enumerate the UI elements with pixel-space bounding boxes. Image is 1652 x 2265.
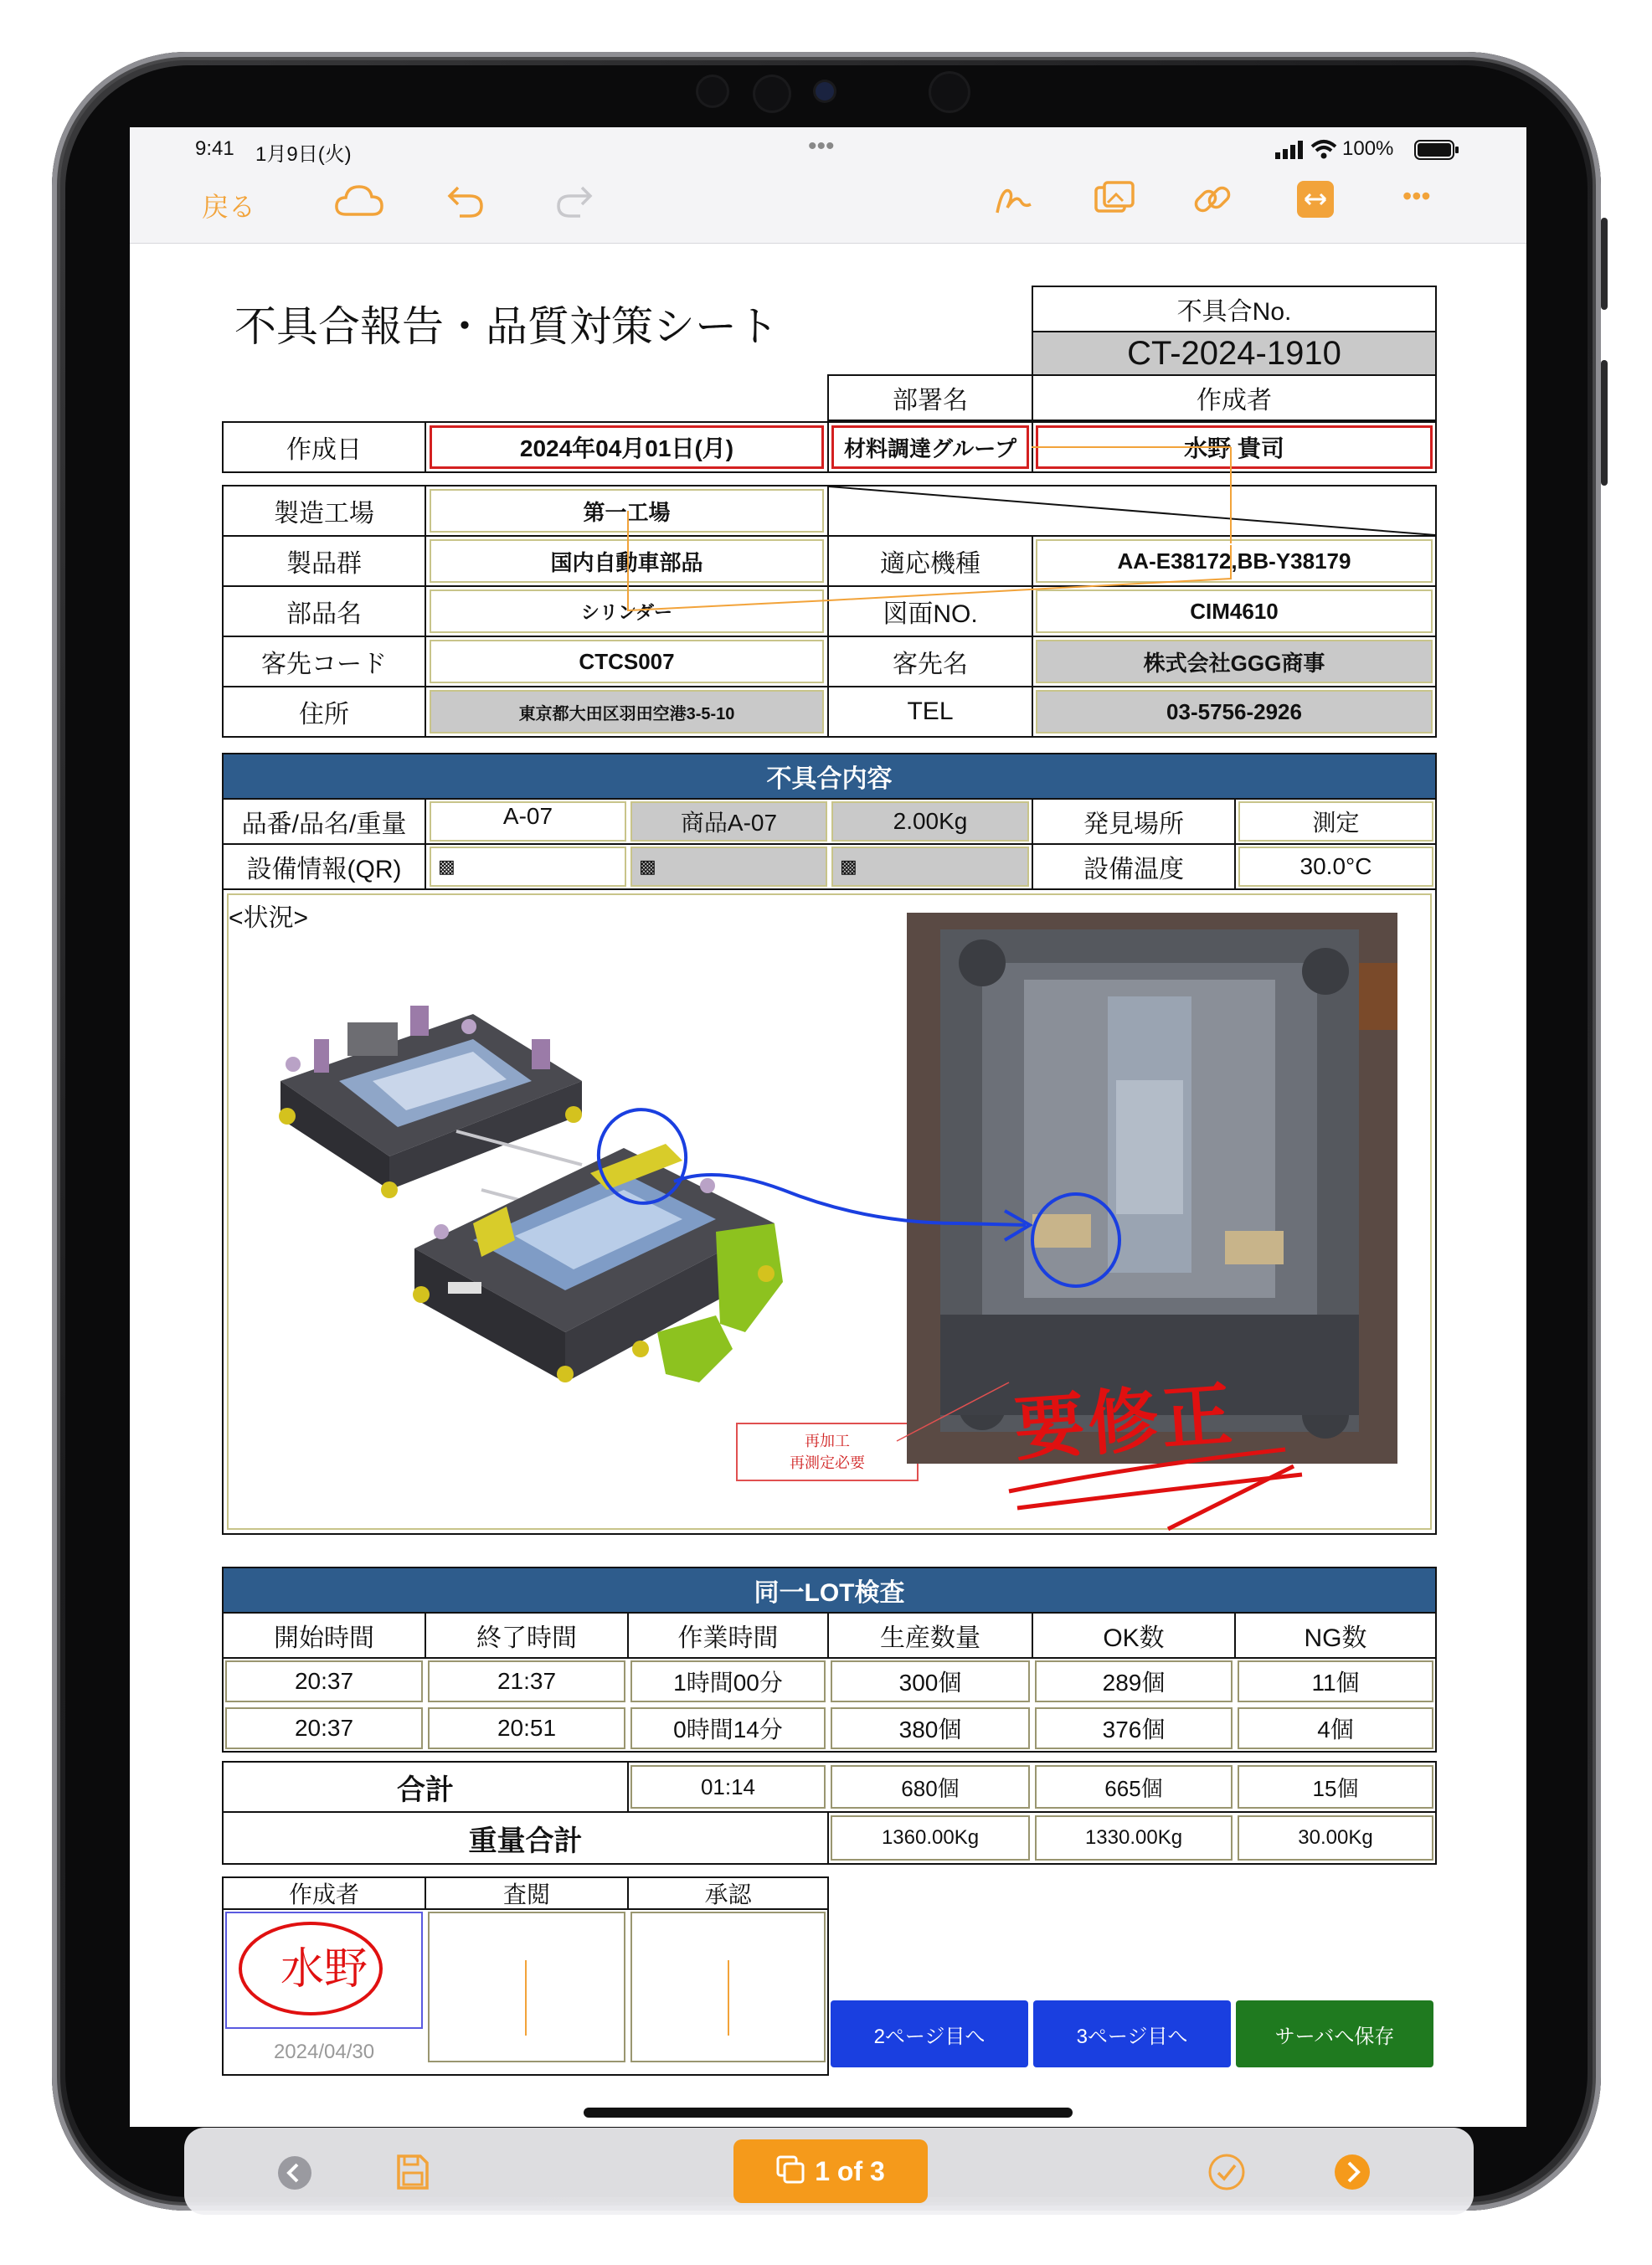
page2-button[interactable]: 2ページ目へ <box>831 2000 1028 2067</box>
address-value-field[interactable]: 東京都大田区羽田空港3-5-10 <box>430 690 824 734</box>
pages-icon <box>776 2155 805 2188</box>
approval-author-label: 作成者 <box>222 1876 426 1910</box>
sensor-left <box>698 77 727 106</box>
model-value-field[interactable]: AA-E38172,BB-Y38179 <box>1036 539 1433 583</box>
lot-col-start: 開始時間 <box>222 1612 426 1659</box>
weight-ok: 1330.00Kg <box>1035 1815 1233 1861</box>
total-ok: 665個 <box>1035 1765 1233 1809</box>
form-title: 不具合報告・品質対策シート <box>234 303 779 350</box>
lot-r2-ng[interactable]: 4個 <box>1238 1707 1433 1749</box>
weight-ng: 30.00Kg <box>1238 1815 1433 1861</box>
lot-r2-end[interactable]: 20:51 <box>428 1707 625 1749</box>
total-label: 合計 <box>222 1761 629 1813</box>
item-name-field[interactable]: 商品A-07 <box>630 801 827 842</box>
document-page <box>130 244 1526 2186</box>
status-label: <状況> <box>229 904 309 932</box>
lot-r1-ok[interactable]: 289個 <box>1035 1660 1233 1702</box>
battery-percent: 100% <box>1342 137 1394 160</box>
approve-guide-line <box>728 1960 729 2036</box>
author-value-field[interactable]: 水野 貴司 <box>1036 425 1433 469</box>
author-date: 2024/04/30 <box>273 2041 375 2063</box>
defect-no-label: 不具合No. <box>1032 286 1437 332</box>
lot-col-ng: NG数 <box>1234 1612 1437 1659</box>
weight-total-label: 重量合計 <box>222 1811 829 1865</box>
page-indicator-button[interactable] <box>733 2139 928 2203</box>
sensor-right <box>931 74 968 111</box>
created-value-field[interactable]: 2024年04月01日(月) <box>430 425 824 469</box>
more-button[interactable]: ••• <box>1402 181 1431 211</box>
bottom-toolbar <box>184 2128 1474 2215</box>
lot-header: 同一LOT検査 <box>222 1567 1437 1614</box>
redo-icon[interactable] <box>553 183 594 224</box>
client-code-value-field[interactable]: CTCS007 <box>430 640 824 683</box>
author-signature-field[interactable] <box>225 1912 423 2029</box>
lot-r1-qty[interactable]: 300個 <box>831 1660 1030 1702</box>
callout-line-1: 再加工 <box>805 1433 850 1450</box>
lot-r1-ng[interactable]: 11個 <box>1238 1660 1433 1702</box>
page3-button[interactable]: 3ページ目へ <box>1033 2000 1231 2067</box>
tel-value-field[interactable]: 03-5756-2926 <box>1036 690 1433 734</box>
approval-approve-label: 承認 <box>627 1876 829 1910</box>
lot-col-qty: 生産数量 <box>827 1612 1033 1659</box>
author-hanko-stamp <box>227 1913 421 2027</box>
qr-field-3[interactable]: ▩ <box>831 847 1029 887</box>
temp-label: 設備温度 <box>1032 843 1236 890</box>
client-code-label: 客先コード <box>222 636 426 687</box>
approval-review-label: 査閲 <box>425 1876 629 1910</box>
lot-col-ok: OK数 <box>1032 1612 1236 1659</box>
status-date: 1月9日(火) <box>255 143 352 166</box>
annotation-overlay <box>130 830 1526 1583</box>
dept-label: 部署名 <box>827 374 1033 421</box>
lot-r2-ok[interactable]: 376個 <box>1035 1707 1233 1749</box>
page-indicator: 1 of 3 <box>815 2155 885 2186</box>
multitask-dots[interactable]: ••• <box>808 132 835 160</box>
status-time: 9:41 <box>195 137 234 160</box>
temp-value-field[interactable]: 30.0°C <box>1238 847 1433 887</box>
undo-icon[interactable] <box>446 183 486 224</box>
prev-page-icon[interactable] <box>276 2154 313 2196</box>
total-qty: 680個 <box>831 1765 1030 1809</box>
lot-r2-qty[interactable]: 380個 <box>831 1707 1030 1749</box>
dept-value-field[interactable]: 材料調達グループ <box>831 425 1029 469</box>
review-signature-field[interactable] <box>428 1912 625 2062</box>
drawing-label: 図面NO. <box>827 585 1033 637</box>
item-label: 品番/品名/重量 <box>222 798 426 845</box>
review-guide-line <box>525 1960 527 2036</box>
sensor-mid <box>755 77 789 111</box>
front-camera <box>816 82 834 100</box>
factory-label: 製造工場 <box>222 485 426 537</box>
lot-r2-work[interactable]: 0時間14分 <box>630 1707 826 1749</box>
model-label: 適応機種 <box>827 535 1033 587</box>
fit-width-icon[interactable] <box>1297 181 1334 222</box>
callout-line-2: 再測定必要 <box>790 1454 865 1472</box>
found-value-field[interactable]: 測定 <box>1238 801 1433 842</box>
wifi-icon <box>1310 139 1337 163</box>
drawing-value-field[interactable]: CIM4610 <box>1036 589 1433 633</box>
factory-value-field[interactable]: 第一工場 <box>430 489 824 533</box>
client-name-label: 客先名 <box>827 636 1033 687</box>
top-button <box>1601 218 1608 310</box>
top-toolbar <box>130 127 1526 244</box>
back-button[interactable]: 戻る <box>202 192 256 222</box>
image-markup-icon[interactable] <box>1093 179 1136 224</box>
lot-r1-work[interactable]: 1時間00分 <box>630 1660 826 1702</box>
found-label: 発見場所 <box>1032 798 1236 845</box>
home-indicator[interactable] <box>584 2108 1073 2118</box>
product-group-label: 製品群 <box>222 535 426 587</box>
handwritten-note: 要修正 <box>1011 1374 1238 1470</box>
created-label: 作成日 <box>222 421 426 473</box>
defect-no-value: CT-2024-1910 <box>1032 331 1437 376</box>
cloud-icon[interactable] <box>334 183 384 224</box>
field-link-overlay <box>130 244 1526 746</box>
battery-icon <box>1414 139 1459 165</box>
total-time: 01:14 <box>630 1765 826 1809</box>
client-name-value-field[interactable]: 株式会社GGG商事 <box>1036 640 1433 683</box>
weight-qty: 1360.00Kg <box>831 1815 1030 1861</box>
save-icon[interactable] <box>394 2153 430 2196</box>
equip-label: 設備情報(QR) <box>222 843 426 890</box>
link-icon[interactable] <box>1191 179 1235 224</box>
address-label: 住所 <box>222 686 426 738</box>
part-label: 部品名 <box>222 585 426 637</box>
signature-text: 水野 <box>280 1944 368 1995</box>
defect-header: 不具合内容 <box>222 753 1437 800</box>
item-weight-field[interactable]: 2.00Kg <box>831 801 1029 842</box>
next-page-icon[interactable] <box>1333 2153 1372 2196</box>
total-ng: 15個 <box>1238 1765 1433 1809</box>
lot-r1-end[interactable]: 21:37 <box>428 1660 625 1702</box>
lot-col-end: 終了時間 <box>425 1612 629 1659</box>
lot-col-work: 作業時間 <box>627 1612 829 1659</box>
qr-field-1[interactable]: ▩ <box>430 847 626 887</box>
part-value-field[interactable]: シリンダー <box>430 589 824 633</box>
volume-button <box>1601 360 1608 486</box>
tel-label: TEL <box>827 686 1033 738</box>
signal-icon <box>1275 141 1307 163</box>
screen <box>130 127 1526 2186</box>
pen-markup-icon[interactable] <box>992 179 1036 224</box>
save-server-button[interactable]: サーバへ保存 <box>1236 2000 1433 2067</box>
lot-r2-start[interactable]: 20:37 <box>225 1707 423 1749</box>
author-label: 作成者 <box>1032 374 1437 421</box>
item-no-field[interactable]: A-07 <box>430 801 626 842</box>
qr-field-2[interactable]: ▩ <box>630 847 827 887</box>
product-group-value-field[interactable]: 国内自動車部品 <box>430 539 824 583</box>
lot-r1-start[interactable]: 20:37 <box>225 1660 423 1702</box>
checkmark-icon[interactable] <box>1207 2153 1246 2196</box>
